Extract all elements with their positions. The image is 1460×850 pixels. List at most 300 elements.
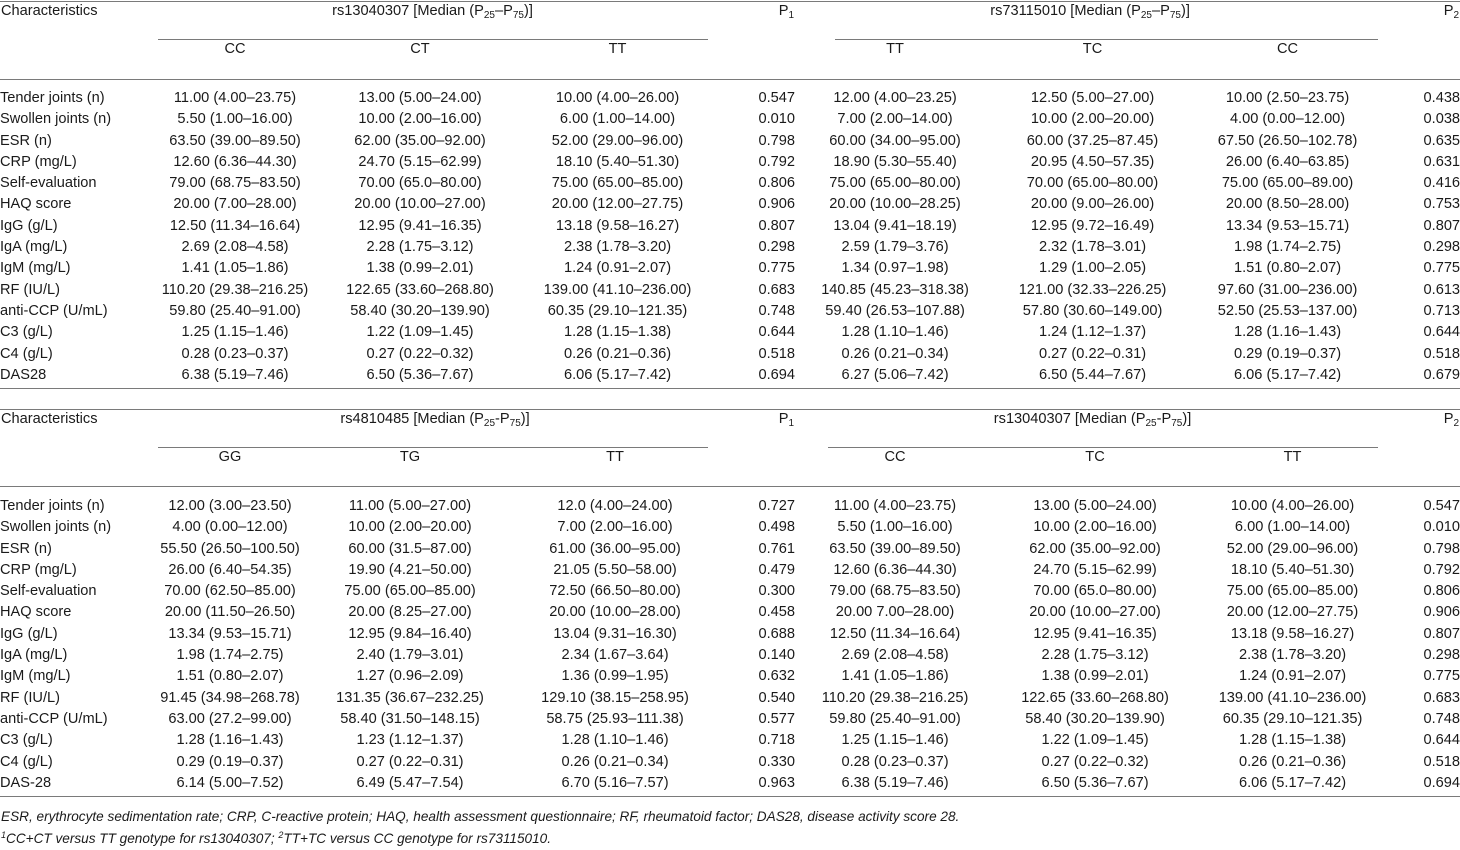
- p-value-cell: 0.577: [758, 710, 796, 727]
- table2: [0, 411, 1460, 794]
- median-cell: 24.70 (5.15–62.99): [1033, 561, 1157, 578]
- median-cell: 12.50 (5.00–27.00): [1030, 90, 1155, 106]
- p-value-cell: 0.547: [758, 90, 796, 106]
- row-label: DAS-28: [0, 774, 52, 791]
- table-row: [0, 752, 1460, 773]
- table-row: [0, 560, 1460, 581]
- genotype-header: CC: [1277, 41, 1299, 57]
- p-value-cell: 0.748: [758, 302, 796, 319]
- table2-top-rule: [0, 409, 1460, 410]
- median-cell: 20.00 (10.00–27.00): [354, 196, 486, 213]
- median-cell: 20.00 (12.00–27.75): [551, 196, 684, 213]
- median-cell: 122.65 (33.60–268.80): [346, 281, 494, 298]
- median-cell: 12.50 (11.34–16.64): [169, 217, 301, 234]
- table-row: [0, 709, 1460, 730]
- median-cell: 75.00 (65.00–89.00): [1221, 175, 1354, 192]
- median-cell: 19.90 (4.21–50.00): [348, 561, 472, 578]
- p-value-cell: 0.458: [758, 604, 796, 621]
- median-cell: 140.85 (45.23–318.38): [821, 281, 969, 298]
- median-cell: 58.75 (25.93–111.38): [546, 710, 684, 727]
- table-row: [0, 322, 1460, 343]
- median-cell: 0.26 (0.21–0.34): [561, 753, 669, 770]
- p-value-cell: 0.518: [1423, 753, 1460, 770]
- row-label: Swollen joints (n): [0, 111, 112, 128]
- median-cell: 12.00 (4.00–23.25): [833, 90, 957, 106]
- median-cell: 1.25 (1.15–1.46): [181, 324, 289, 341]
- p-value-cell: 0.010: [1423, 519, 1460, 536]
- median-cell: 10.00 (2.00–16.00): [1033, 519, 1157, 536]
- median-cell: 1.27 (0.96–2.09): [356, 668, 464, 685]
- genotype-header: GG: [218, 449, 242, 465]
- p-value-cell: 0.694: [1423, 774, 1460, 791]
- median-cell: 2.69 (2.08–4.58): [181, 239, 289, 256]
- row-label: IgG (g/L): [0, 217, 58, 234]
- characteristics-header: Characteristics: [1, 411, 98, 427]
- group2-header: rs73115010 [Median $(P_{25}-P_{75})$]: [990, 3, 1190, 21]
- median-cell: 62.00 (35.00–92.00): [1029, 540, 1161, 557]
- median-cell: 2.38 (1.78–3.20): [1238, 647, 1347, 664]
- median-cell: 6.50 (5.36–7.67): [366, 366, 474, 383]
- median-cell: 62.00 (35.00–92.00): [354, 132, 486, 149]
- median-cell: 1.51 (0.80–2.07): [176, 668, 284, 685]
- row-label: C3 (g/L): [0, 732, 53, 749]
- median-cell: 1.98 (1.74–2.75): [1233, 239, 1342, 256]
- p-value-cell: 0.298: [1423, 647, 1460, 664]
- median-cell: 21.05 (5.50–58.00): [553, 561, 677, 578]
- median-cell: 6.06 (5.17–7.42): [1233, 366, 1342, 383]
- median-cell: 12.00 (3.00–23.50): [168, 498, 292, 514]
- median-cell: 20.00 (10.00–28.00): [549, 604, 681, 621]
- median-cell: 13.18 (9.58–16.27): [1230, 625, 1355, 642]
- median-cell: 11.00 (4.00–23.75): [173, 90, 297, 106]
- p-value-cell: 0.518: [758, 345, 796, 362]
- median-cell: 10.00 (4.00–26.00): [555, 90, 680, 106]
- median-cell: 70.00 (65.0–80.00): [1033, 583, 1157, 600]
- median-cell: 1.34 (0.97–1.98): [841, 260, 949, 277]
- median-cell: 75.00 (65.00–85.00): [1226, 583, 1359, 600]
- p-value-cell: 0.694: [758, 366, 796, 383]
- median-cell: 20.00 (9.00–26.00): [1030, 196, 1155, 213]
- p-value-cell: 0.963: [758, 774, 796, 791]
- median-cell: 12.95 (9.84–16.40): [348, 625, 472, 642]
- p-value-cell: 0.798: [1423, 540, 1460, 557]
- table-row: [0, 131, 1460, 152]
- p-value-cell: 0.713: [1423, 302, 1460, 319]
- median-cell: 59.80 (25.40–91.00): [829, 710, 961, 727]
- median-cell: 1.28 (1.15–1.38): [563, 324, 672, 341]
- row-label: HAQ score: [0, 196, 72, 213]
- median-cell: 10.00 (2.50–23.75): [1225, 90, 1350, 106]
- row-label: IgA (mg/L): [0, 239, 68, 256]
- p-value-cell: 0.718: [758, 732, 796, 749]
- footnotes: [1, 806, 959, 850]
- genotype-header: TT: [608, 41, 627, 57]
- median-cell: 18.90 (5.30–55.40): [833, 153, 957, 170]
- abbreviations-note: ESR, erythrocyte sedimentation rate; CRP, C-reactive protein; HAQ, health assessment questionnaire; RF, rheumatoid factor; DAS28, disease activity score 28.: [1, 809, 960, 824]
- p-value-cell: 0.644: [1423, 732, 1460, 749]
- median-cell: 72.50 (66.50–80.00): [549, 583, 681, 600]
- median-cell: 60.00 (37.25–87.45): [1026, 132, 1159, 149]
- genotype-header: CC: [224, 41, 246, 57]
- p-value-cell: 0.635: [1423, 132, 1460, 149]
- median-cell: 26.00 (6.40–63.85): [1225, 153, 1350, 170]
- median-cell: 75.00 (65.00–85.00): [344, 583, 476, 600]
- row-label: Tender joints (n): [0, 90, 105, 106]
- median-cell: 1.38 (0.99–2.01): [1041, 668, 1149, 685]
- median-cell: 2.34 (1.67–3.64): [561, 647, 669, 664]
- median-cell: 4.00 (0.00–12.00): [1229, 111, 1346, 128]
- table-row: [0, 365, 1460, 386]
- table-row: [0, 237, 1460, 258]
- median-cell: 60.00 (31.5–87.00): [348, 540, 472, 557]
- p-value-cell: 0.906: [1423, 604, 1460, 621]
- median-cell: 1.24 (0.91–2.07): [563, 260, 672, 277]
- p-value-cell: 0.775: [1423, 260, 1460, 277]
- median-cell: 20.00 (12.00–27.75): [1226, 604, 1359, 621]
- median-cell: 1.51 (0.80–2.07): [1233, 260, 1342, 277]
- median-cell: 6.06 (5.17–7.42): [563, 366, 672, 383]
- table-row: [0, 301, 1460, 322]
- median-cell: 6.27 (5.06–7.42): [841, 366, 949, 383]
- p-value-cell: 0.683: [758, 281, 796, 298]
- median-cell: 20.00 (7.00–28.00): [173, 196, 297, 213]
- p-value-cell: 0.792: [1423, 561, 1460, 578]
- table1: [0, 3, 1460, 386]
- table-row: [0, 79, 1460, 109]
- median-cell: 79.00 (68.75–83.50): [169, 175, 301, 192]
- genotype-header: CT: [410, 41, 430, 57]
- row-label: CRP (mg/L): [0, 561, 77, 578]
- median-cell: 1.28 (1.16–1.43): [1233, 324, 1342, 341]
- table-row: [0, 730, 1460, 751]
- median-cell: 1.28 (1.10–1.46): [561, 732, 669, 749]
- table1-bottom-rule: [0, 388, 1460, 389]
- median-cell: 2.59 (1.79–3.76): [841, 239, 949, 256]
- p-value-cell: 0.140: [758, 647, 796, 664]
- median-cell: 75.00 (65.00–85.00): [551, 175, 684, 192]
- p-value-cell: 0.688: [758, 625, 796, 642]
- p-value-cell: 0.775: [758, 260, 796, 277]
- median-cell: 0.27 (0.22–0.32): [1041, 753, 1149, 770]
- table2-bottom-rule: [0, 796, 1460, 797]
- median-cell: 1.29 (1.00–2.05): [1038, 260, 1147, 277]
- median-cell: 1.24 (1.12–1.37): [1038, 324, 1147, 341]
- p-value-cell: 0.298: [758, 239, 796, 256]
- table2-body: [0, 487, 1460, 794]
- median-cell: 6.00 (1.00–14.00): [1234, 519, 1351, 536]
- median-cell: 6.06 (5.17–7.42): [1238, 774, 1347, 791]
- p-value-cell: 0.438: [1423, 90, 1460, 106]
- table-row: [0, 194, 1460, 215]
- median-cell: 2.40 (1.79–3.01): [356, 647, 464, 664]
- median-cell: 0.27 (0.22–0.31): [356, 753, 464, 770]
- median-cell: 13.00 (5.00–24.00): [1033, 498, 1157, 514]
- table1-body: [0, 79, 1460, 386]
- p-value-cell: 0.806: [758, 175, 796, 192]
- median-cell: 59.80 (25.40–91.00): [169, 302, 301, 319]
- table-row: [0, 109, 1460, 130]
- median-cell: 12.0 (4.00–24.00): [557, 498, 673, 514]
- p-value-cell: 0.727: [758, 498, 796, 514]
- median-cell: 6.14 (5.00–7.52): [176, 774, 284, 791]
- median-cell: 91.45 (34.98–268.78): [160, 689, 300, 706]
- p-value-cell: 0.753: [1423, 196, 1460, 213]
- p-value-cell: 0.518: [1423, 345, 1460, 362]
- p-value-cell: 0.038: [1423, 111, 1460, 128]
- p-value-cell: 0.498: [758, 519, 796, 536]
- table-row: [0, 216, 1460, 237]
- median-cell: 1.25 (1.15–1.46): [841, 732, 949, 749]
- median-cell: 67.50 (26.50–102.78): [1217, 132, 1358, 149]
- median-cell: 12.60 (6.36–44.30): [173, 153, 297, 170]
- median-cell: 20.00 (8.50–28.00): [1225, 196, 1350, 213]
- row-label: IgM (mg/L): [0, 260, 71, 277]
- table-row: [0, 645, 1460, 666]
- median-cell: 0.27 (0.22–0.31): [1038, 345, 1147, 362]
- median-cell: 0.29 (0.19–0.37): [1233, 345, 1342, 362]
- row-label: anti-CCP (U/mL): [0, 302, 108, 319]
- median-cell: 6.50 (5.36–7.67): [1041, 774, 1149, 791]
- median-cell: 1.28 (1.10–1.46): [841, 324, 949, 341]
- median-cell: 79.00 (68.75–83.50): [829, 583, 961, 600]
- row-label: Swollen joints (n): [0, 519, 112, 536]
- median-cell: 20.00 7.00–28.00): [835, 604, 955, 621]
- median-cell: 139.00 (41.10–236.00): [543, 281, 692, 298]
- median-cell: 122.65 (33.60–268.80): [1021, 689, 1169, 706]
- p-value-cell: 0.806: [1423, 583, 1460, 600]
- p-value-cell: 0.748: [1423, 710, 1460, 727]
- median-cell: 75.00 (65.00–80.00): [829, 175, 961, 192]
- median-cell: 4.00 (0.00–12.00): [172, 519, 288, 536]
- median-cell: 0.29 (0.19–0.37): [176, 753, 284, 770]
- p-value-cell: 0.631: [1423, 153, 1460, 170]
- row-label: C4 (g/L): [0, 753, 53, 770]
- p-value-cell: 0.330: [758, 753, 796, 770]
- table-row: [0, 581, 1460, 602]
- table-row: [0, 688, 1460, 709]
- p-value-cell: 0.613: [1423, 281, 1460, 298]
- group1-header: rs4810485 [Median $(P_{25}-P_{75})$]: [340, 411, 530, 429]
- median-cell: 61.00 (36.00–95.00): [549, 540, 681, 557]
- table-row: [0, 487, 1460, 517]
- median-cell: 6.50 (5.44–7.67): [1038, 366, 1147, 383]
- genotype-header: TC: [1082, 41, 1103, 57]
- median-cell: 7.00 (2.00–14.00): [837, 111, 953, 128]
- median-cell: 13.04 (9.41–18.19): [833, 217, 957, 234]
- median-cell: 0.28 (0.23–0.37): [181, 345, 289, 362]
- median-cell: 57.80 (30.60–149.00): [1022, 302, 1163, 319]
- median-cell: 12.95 (9.41–16.35): [358, 217, 482, 234]
- median-cell: 6.00 (1.00–14.00): [559, 111, 676, 128]
- median-cell: 58.40 (31.50–148.15): [340, 710, 480, 727]
- median-cell: 2.69 (2.08–4.58): [841, 647, 949, 664]
- median-cell: 70.00 (62.50–85.00): [164, 583, 296, 600]
- median-cell: 1.38 (0.99–2.01): [366, 260, 474, 277]
- median-cell: 12.50 (11.34–16.64): [829, 625, 961, 642]
- median-cell: 11.00 (5.00–27.00): [348, 498, 472, 514]
- p-value-cell: 0.479: [758, 561, 796, 578]
- table-row: [0, 173, 1460, 194]
- median-cell: 1.36 (0.99–1.95): [561, 668, 669, 685]
- row-label: C3 (g/L): [0, 324, 53, 341]
- median-cell: 20.00 (10.00–28.25): [829, 196, 961, 213]
- median-cell: 52.00 (29.00–96.00): [551, 132, 684, 149]
- p-value-cell: 0.679: [1423, 366, 1460, 383]
- row-label: RF (IU/L): [0, 689, 60, 706]
- median-cell: 13.34 (9.53–15.71): [168, 625, 292, 642]
- row-label: IgG (g/L): [0, 625, 58, 642]
- p-value-cell: 0.632: [758, 668, 796, 685]
- median-cell: 24.70 (5.15–62.99): [358, 153, 482, 170]
- p-value-cell: 0.775: [1423, 668, 1460, 685]
- median-cell: 1.23 (1.12–1.37): [356, 732, 464, 749]
- p-value-cell: 0.298: [1423, 239, 1460, 256]
- median-cell: 70.00 (65.0–80.00): [358, 175, 482, 192]
- median-cell: 58.40 (30.20–139.90): [1025, 710, 1165, 727]
- median-cell: 2.32 (1.78–3.01): [1038, 239, 1147, 256]
- median-cell: 52.50 (25.53–137.00): [1217, 302, 1358, 319]
- table-row: [0, 602, 1460, 623]
- p-value-cell: 0.807: [758, 217, 796, 234]
- p-value-cell: 0.792: [758, 153, 796, 170]
- table-row: [0, 773, 1460, 794]
- median-cell: 58.40 (30.20–139.90): [350, 302, 490, 319]
- row-label: ESR (n): [0, 540, 52, 557]
- median-cell: 60.00 (34.00–95.00): [829, 132, 961, 149]
- genotype-header: TT: [1283, 449, 1302, 465]
- row-label: DAS28: [0, 366, 47, 383]
- median-cell: 110.20 (29.38–216.25): [821, 689, 969, 706]
- median-cell: 7.00 (2.00–16.00): [557, 519, 673, 536]
- table1-top-rule: [0, 1, 1460, 2]
- row-label: Tender joints (n): [0, 498, 105, 514]
- genotype-header: TT: [886, 41, 904, 57]
- median-cell: 2.28 (1.75–3.12): [366, 239, 474, 256]
- p-value-cell: 0.807: [1423, 625, 1460, 642]
- median-cell: 20.00 (10.00–27.00): [1029, 604, 1161, 621]
- group1-header: rs13040307 [Median $(P_{25}-P_{75})$]: [332, 3, 533, 21]
- median-cell: 129.10 (38.15–258.95): [541, 689, 689, 706]
- median-cell: 18.10 (5.40–51.30): [1230, 561, 1355, 578]
- p-value-cell: 0.300: [758, 583, 796, 600]
- genotype-comparison-note: $^1$CC+CT versus TT genotype for rs13040307; $^2$TT+TC versus CC genotype for rs73115010.: [1, 830, 552, 846]
- median-cell: 20.95 (4.50–57.35): [1030, 153, 1155, 170]
- median-cell: 18.10 (5.40–51.30): [555, 153, 680, 170]
- table-row: [0, 344, 1460, 365]
- median-cell: 0.26 (0.21–0.34): [841, 345, 949, 362]
- median-cell: 60.35 (29.10–121.35): [547, 302, 688, 319]
- median-cell: 63.50 (39.00–89.50): [169, 132, 301, 149]
- p-value-cell: 0.906: [758, 196, 796, 213]
- p-value-cell: 0.807: [1423, 217, 1460, 234]
- p-value-cell: 0.010: [758, 111, 796, 128]
- median-cell: 12.60 (6.36–44.30): [833, 561, 957, 578]
- median-cell: 13.00 (5.00–24.00): [358, 90, 482, 106]
- median-cell: 110.20 (29.38–216.25): [161, 281, 309, 298]
- p-value-cell: 0.798: [758, 132, 796, 149]
- median-cell: 12.95 (9.41–16.35): [1033, 625, 1157, 642]
- row-label: CRP (mg/L): [0, 153, 77, 170]
- median-cell: 1.98 (1.74–2.75): [176, 647, 284, 664]
- median-cell: 5.50 (1.00–16.00): [837, 519, 953, 536]
- genotype-header: TG: [399, 449, 421, 465]
- table-row: [0, 152, 1460, 173]
- median-cell: 12.95 (9.72–16.49): [1030, 217, 1155, 234]
- median-cell: 97.60 (31.00–236.00): [1217, 281, 1358, 298]
- median-cell: 13.18 (9.58–16.27): [555, 217, 680, 234]
- median-cell: 131.35 (36.67–232.25): [336, 689, 484, 706]
- median-cell: 13.34 (9.53–15.71): [1225, 217, 1350, 234]
- p-value-cell: 0.761: [758, 540, 796, 557]
- row-label: Self-evaluation: [0, 175, 97, 192]
- p-value-cell: 0.547: [1423, 498, 1460, 514]
- median-cell: 139.00 (41.10–236.00): [1218, 689, 1367, 706]
- median-cell: 0.27 (0.22–0.32): [366, 345, 474, 362]
- table-row: [0, 280, 1460, 301]
- median-cell: 1.22 (1.09–1.45): [1041, 732, 1149, 749]
- median-cell: 52.00 (29.00–96.00): [1226, 540, 1359, 557]
- median-cell: 1.22 (1.09–1.45): [366, 324, 474, 341]
- median-cell: 1.24 (0.91–2.07): [1238, 668, 1347, 685]
- median-cell: 63.00 (27.2–99.00): [168, 710, 292, 727]
- median-cell: 26.00 (6.40–54.35): [168, 561, 292, 578]
- median-cell: 2.28 (1.75–3.12): [1041, 647, 1149, 664]
- median-cell: 6.38 (5.19–7.46): [841, 774, 949, 791]
- median-cell: 63.50 (39.00–89.50): [829, 540, 961, 557]
- median-cell: 1.41 (1.05–1.86): [181, 260, 289, 277]
- median-cell: 0.28 (0.23–0.37): [841, 753, 949, 770]
- median-cell: 70.00 (65.00–80.00): [1026, 175, 1159, 192]
- table-row: [0, 666, 1460, 687]
- p-value-cell: 0.540: [758, 689, 796, 706]
- median-cell: 0.26 (0.21–0.36): [1238, 753, 1347, 770]
- median-cell: 10.00 (2.00–20.00): [1030, 111, 1155, 128]
- median-cell: 5.50 (1.00–16.00): [177, 111, 293, 128]
- genotype-header: TC: [1085, 449, 1105, 465]
- genotype-header: TT: [606, 449, 624, 465]
- median-cell: 6.38 (5.19–7.46): [181, 366, 289, 383]
- median-cell: 20.00 (8.25–27.00): [348, 604, 472, 621]
- genotype-header: CC: [884, 449, 906, 465]
- characteristics-header: Characteristics: [1, 3, 98, 19]
- median-cell: 20.00 (11.50–26.50): [164, 604, 296, 621]
- p-value-cell: 0.416: [1423, 175, 1460, 192]
- median-cell: 10.00 (2.00–16.00): [358, 111, 482, 128]
- row-label: RF (IU/L): [0, 281, 60, 298]
- median-cell: 0.26 (0.21–0.36): [563, 345, 672, 362]
- table-row: [0, 517, 1460, 538]
- row-label: anti-CCP (U/mL): [0, 710, 108, 727]
- median-cell: 121.00 (32.33–226.25): [1018, 281, 1167, 298]
- table-row: [0, 539, 1460, 560]
- median-cell: 10.00 (2.00–20.00): [348, 519, 472, 536]
- group2-header: rs13040307 [Median $(P_{25}-P_{75})$]: [993, 411, 1192, 429]
- row-label: Self-evaluation: [0, 583, 97, 600]
- row-label: IgM (mg/L): [0, 668, 71, 685]
- median-cell: 13.04 (9.31–16.30): [553, 625, 677, 642]
- row-label: ESR (n): [0, 132, 52, 149]
- p2-header: $P_2$: [1443, 411, 1460, 429]
- p1-header: $P_1$: [778, 3, 795, 21]
- median-cell: 1.28 (1.16–1.43): [176, 732, 284, 749]
- median-cell: 55.50 (26.50–100.50): [160, 540, 300, 557]
- median-cell: 10.00 (4.00–26.00): [1230, 498, 1355, 514]
- row-label: C4 (g/L): [0, 345, 53, 362]
- median-cell: 1.28 (1.15–1.38): [1238, 732, 1347, 749]
- table-row: [0, 258, 1460, 279]
- median-cell: 2.38 (1.78–3.20): [563, 239, 672, 256]
- p-value-cell: 0.644: [1423, 324, 1460, 341]
